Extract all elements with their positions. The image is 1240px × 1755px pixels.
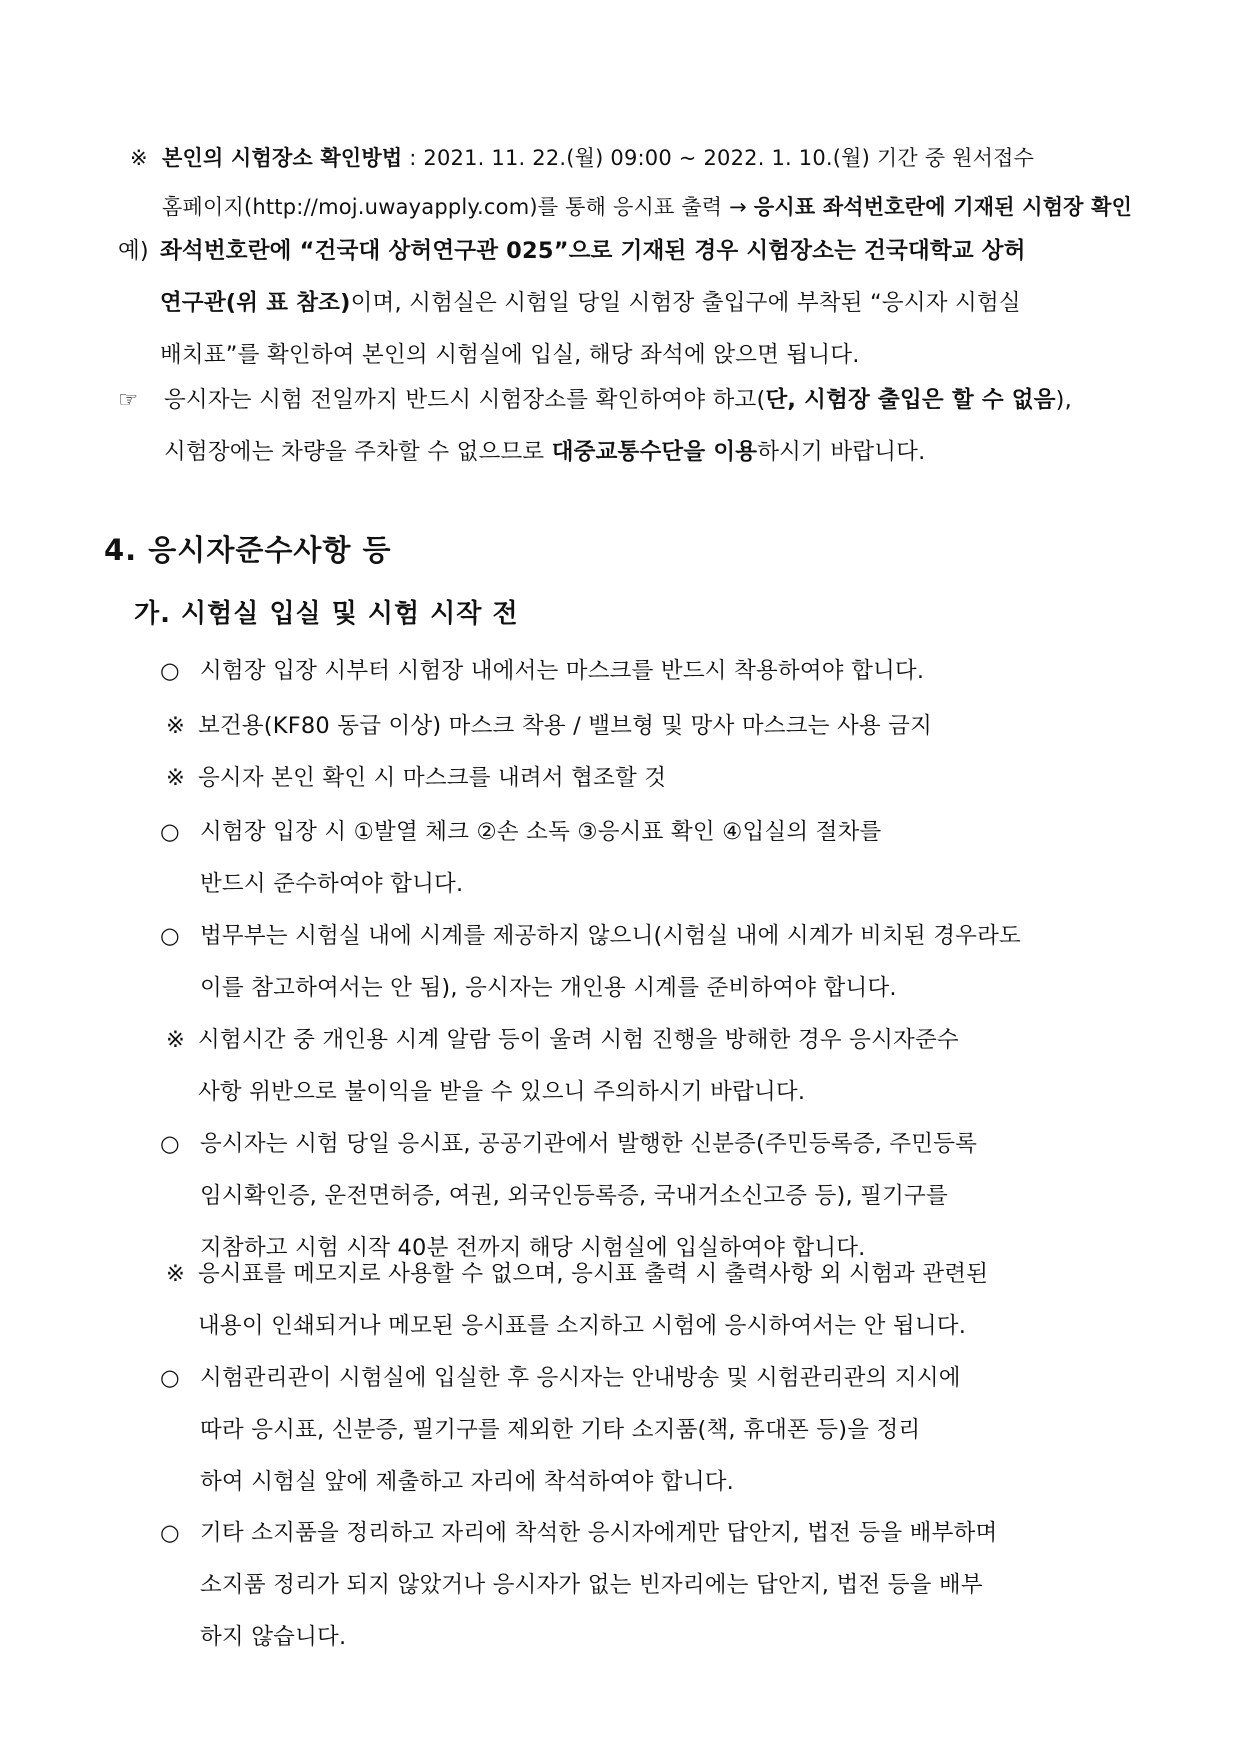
rule-text: 시험장 입장 시부터 시험장 내에서는 마스크를 반드시 착용하여야 합니다. [200,658,925,684]
note-text: 사항 위반으로 불이익을 받을 수 있으니 주의하시기 바랍니다. [198,1079,806,1105]
note-line [166,1066,959,1118]
circle-bullet: ○ [160,1365,180,1391]
rule-line [160,910,1021,962]
section-title: 4. 응시자준수사항 등 [104,533,392,567]
note-line [166,1014,959,1066]
rule-text: 시험관리관이 시험실에 입실한 후 응시자는 안내방송 및 시험관리관의 지시에 [200,1365,961,1391]
rule-line [160,1170,977,1222]
rule-line [160,1507,997,1559]
sub-note-alarm [166,1014,959,1118]
rule-text: 임시확인증, 운전면허증, 여권, 외국인등록증, 국내거소신고증 등), 필기구를 [200,1183,948,1209]
sub-note-admission-ticket [166,1248,988,1352]
circle-bullet: ○ [160,819,180,845]
note-line [130,132,1132,184]
note-mark: ※ [166,713,186,739]
note-line [166,1300,988,1352]
note-mark: ※ [166,765,186,791]
rule-item-answer-sheet [160,1507,997,1663]
example-bold-text: 연구관(위 표 참조) [160,290,351,316]
note-line [166,752,666,804]
rule-text: 반드시 준수하여야 합니다. [200,871,464,897]
circle-bullet: ○ [160,1520,180,1546]
pointer-text: 시험장에는 차량을 주차할 수 없으므로 [164,439,552,465]
rule-text: 법무부는 시험실 내에 시계를 제공하지 않으니(시험실 내에 시계가 비치된 경우라도 [200,923,1021,949]
rule-text: 시험장 입장 시 ①발열 체크 ②손 소독 ③응시표 확인 ④입실의 절차를 [200,819,882,845]
rule-line [160,645,924,697]
rule-item-belongings [160,1352,961,1508]
rule-text: 따라 응시표, 신분증, 필기구를 제외한 기타 소지품(책, 휴대폰 등)을 정리 [200,1417,921,1443]
rule-line [160,858,881,910]
rule-text: 지참하고 시험 시작 40분 전까지 해당 시험실에 입실하여야 합니다. [200,1235,866,1261]
pointer-bold-text: 단, 시험장 출입은 할 수 없음 [765,387,1056,413]
example-line [118,277,1026,329]
pointing-hand-icon: ☞ [118,387,139,413]
pointer-bold-text: 대중교통수단을 이용 [551,439,758,465]
note-text: 시험시간 중 개인용 시계 알람 등이 울려 시험 진행을 방해한 경우 응시자준수 [198,1027,959,1053]
pointer-text: 응시자는 시험 전일까지 반드시 시험장소를 확인하여야 하고( [164,387,766,413]
example-block [118,225,1026,381]
note-line [166,700,932,752]
rule-line [160,1611,997,1663]
note-text: 내용이 인쇄되거나 메모된 응시표를 소지하고 시험에 응시하여서는 안 됩니다. [198,1313,967,1339]
note-label: 본인의 시험장소 확인방법 [162,146,403,170]
rule-text: 소지품 정리가 되지 않았거나 응시자가 없는 빈자리에는 답안지, 법전 등을 배부 [200,1572,983,1598]
note-text: 응시자 본인 확인 시 마스크를 내려서 협조할 것 [198,765,667,791]
pointer-text: ), [1055,387,1073,413]
example-text: 이며, 시험실은 시험일 당일 시험장 출입구에 부착된 “응시자 시험실 [350,290,1021,316]
example-line [118,225,1026,277]
rule-line [160,962,1021,1014]
rule-line [160,1456,961,1508]
rule-text: 기타 소지품을 정리하고 자리에 착석한 응시자에게만 답안지, 법전 등을 배부하며 [200,1520,998,1546]
subsection-title: 가. 시험실 입실 및 시험 시작 전 [134,599,519,629]
rule-text: 하여 시험실 앞에 제출하고 자리에 착석하여야 합니다. [200,1469,735,1495]
note-bold-text: 응시표 좌석번호란에 기재된 시험장 확인 [753,195,1133,219]
circle-bullet: ○ [160,1131,180,1157]
pointer-line [118,374,1072,426]
note-mark: ※ [130,146,148,170]
rule-text: 이를 참고하여서는 안 됨), 응시자는 개인용 시계를 준비하여야 합니다. [200,975,897,1001]
circle-bullet: ○ [160,658,180,684]
example-text: 배치표”를 확인하여 본인의 시험실에 입실, 해당 좌석에 앉으면 됩니다. [160,342,860,368]
rule-item-mask [160,645,924,697]
pointer-text: 하시기 바랍니다. [757,439,926,465]
rule-text: 하지 않습니다. [200,1624,347,1650]
example-bold-text: 좌석번호란에 “건국대 상허연구관 025”으로 기재된 경우 시험장소는 건국대학교 상허 [160,238,1026,264]
sub-note-mask-type [166,700,932,752]
pointer-line [118,426,1072,478]
note-mark: ※ [166,1027,186,1053]
rule-line [160,1118,977,1170]
rule-line [160,806,881,858]
rule-text: 응시자는 시험 당일 응시표, 공공기관에서 발행한 신분증(주민등록증, 주민등록 [200,1131,978,1157]
circle-bullet: ○ [160,923,180,949]
note-text: 응시표를 메모지로 사용할 수 없으며, 응시표 출력 시 출력사항 외 시험과 관련된 [198,1261,989,1287]
rule-item-watch [160,910,1021,1014]
example-prefix: 예) [118,238,149,264]
location-check-note [130,132,1132,233]
note-text: : 2021. 11. 22.(월) 09:00 ~ 2022. 1. 10.(월) 기간 중 원서접수 [402,146,1035,170]
rule-item-entry-procedure [160,806,881,910]
pointer-notice [118,374,1072,478]
note-mark: ※ [166,1261,186,1287]
note-text: 보건용(KF80 동급 이상) 마스크 착용 / 밸브형 및 망사 마스크는 사용 금지 [198,713,933,739]
rule-line [160,1559,997,1611]
sub-note-mask-id [166,752,666,804]
rule-line [160,1404,961,1456]
note-text: 홈페이지(http://moj.uwayapply.com)를 통해 응시표 출력 → [162,195,754,219]
rule-line [160,1352,961,1404]
note-line [166,1248,988,1300]
